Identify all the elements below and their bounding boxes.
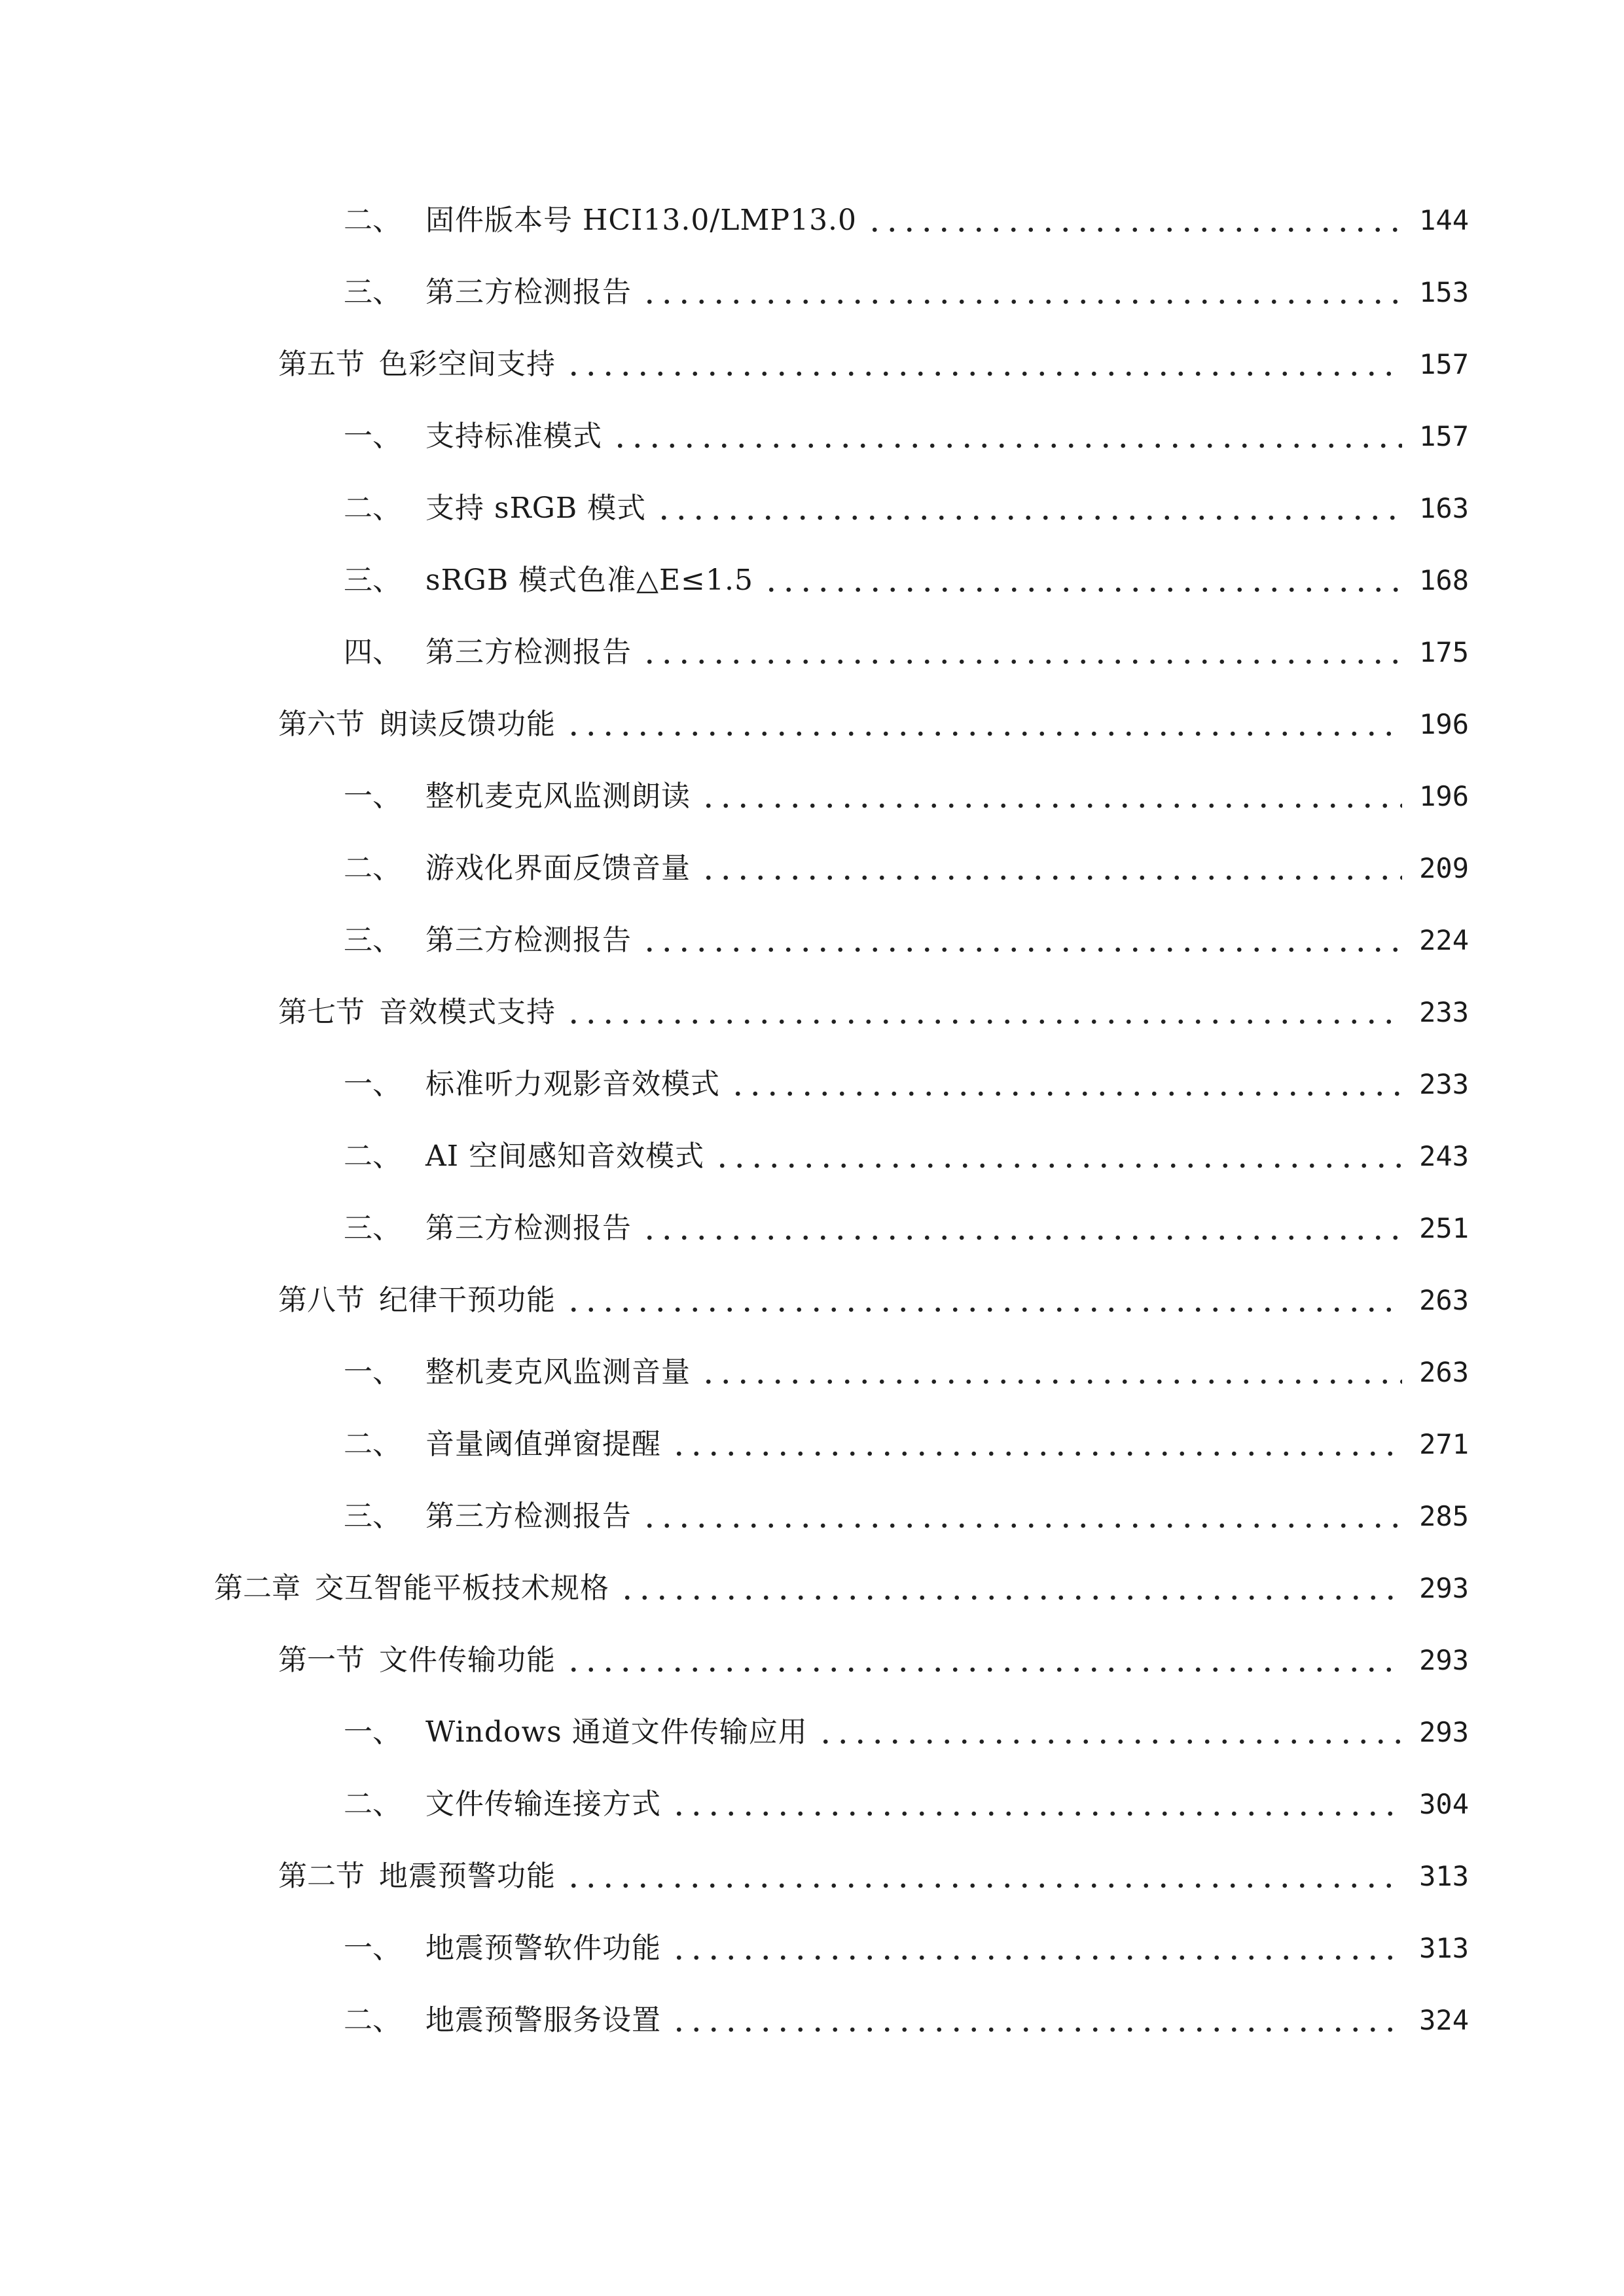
toc-entry-page: 285	[1419, 1500, 1469, 1532]
toc-entry-number: 第六节	[278, 708, 365, 741]
dot-leader	[700, 802, 1402, 810]
toc-entry-title: 支持标准模式	[425, 420, 602, 453]
toc-entry-number: 二、	[344, 492, 401, 525]
toc-entry-title: 第三方检测报告	[425, 276, 632, 309]
toc-entry[interactable]	[0, 1984, 1624, 2056]
toc-entry-number: 二、	[344, 1139, 401, 1173]
toc-entry-title: 第三方检测报告	[425, 1211, 632, 1245]
toc-entry[interactable]	[0, 905, 1624, 977]
toc-entry-title: 整机麦克风监测朗读	[425, 780, 691, 813]
toc-entry-title: Windows 通道文件传输应用	[425, 1715, 808, 1749]
toc-entry-page: 163	[1419, 492, 1469, 524]
toc-entry-title: 整机麦克风监测音量	[425, 1355, 691, 1389]
toc-entry[interactable]	[0, 473, 1624, 545]
dot-leader	[670, 2026, 1402, 2034]
dot-leader	[641, 1234, 1402, 1242]
toc-entry[interactable]	[0, 1408, 1624, 1480]
toc-entry[interactable]	[0, 761, 1624, 833]
toc-entry-number: 三、	[344, 564, 401, 597]
dot-leader	[700, 874, 1402, 882]
toc-entry-page: 144	[1419, 204, 1469, 236]
toc-entry-page: 233	[1419, 1068, 1469, 1100]
toc-entry[interactable]	[0, 401, 1624, 473]
toc-entry-number: 一、	[344, 780, 401, 813]
toc-entry-title: 交互智能平板技术规格	[315, 1571, 609, 1605]
toc-entry[interactable]	[0, 617, 1624, 689]
dot-leader	[565, 1018, 1402, 1026]
toc-entry-page: 175	[1419, 636, 1469, 668]
toc-entry-title: 地震预警功能	[379, 1859, 556, 1893]
toc-entry-number: 二、	[344, 2003, 401, 2037]
dot-leader	[641, 946, 1402, 954]
toc-entry[interactable]	[0, 1049, 1624, 1121]
toc-entry[interactable]	[0, 1480, 1624, 1552]
toc-entry-page: 293	[1419, 1644, 1469, 1676]
toc-entry[interactable]	[0, 1552, 1624, 1624]
toc-entry-page: 324	[1419, 2004, 1469, 2036]
dot-leader	[670, 1954, 1402, 1962]
toc-entry-number: 第一节	[278, 1643, 365, 1677]
toc-entry-number: 第二章	[214, 1571, 300, 1605]
dot-leader	[817, 1738, 1402, 1746]
toc-entry-page: 196	[1419, 780, 1469, 812]
dot-leader	[565, 1882, 1402, 1890]
toc-entry-title: 色彩空间支持	[379, 348, 556, 381]
toc-entry[interactable]	[0, 1912, 1624, 1984]
toc-entry-title: 第三方检测报告	[425, 1499, 632, 1533]
toc-entry-page: 153	[1419, 276, 1469, 308]
toc-entry[interactable]	[0, 1121, 1624, 1193]
toc-entry-page: 196	[1419, 708, 1469, 740]
toc-entry-number: 一、	[344, 1931, 401, 1965]
toc-entry[interactable]	[0, 1840, 1624, 1912]
toc-entry[interactable]	[0, 185, 1624, 257]
dot-leader	[713, 1162, 1402, 1170]
toc-entry-number: 二、	[344, 852, 401, 885]
toc-entry-number: 二、	[344, 1427, 401, 1461]
toc-entry-number: 第五节	[278, 348, 365, 381]
toc-entry-number: 二、	[344, 1787, 401, 1821]
dot-leader	[866, 226, 1402, 234]
toc-entry[interactable]	[0, 1265, 1624, 1336]
toc-entry-page: 293	[1419, 1572, 1469, 1604]
toc-entry-page: 157	[1419, 348, 1469, 380]
toc-entry-title: 文件传输连接方式	[425, 1787, 661, 1821]
toc-entry-page: 251	[1419, 1212, 1469, 1244]
toc-entry-number: 第二节	[278, 1859, 365, 1893]
toc-entry-title: 朗读反馈功能	[379, 708, 556, 741]
toc-entry-number: 三、	[344, 1499, 401, 1533]
dot-leader	[729, 1090, 1402, 1098]
dot-leader	[619, 1594, 1402, 1602]
toc-entry-page: 233	[1419, 996, 1469, 1028]
dot-leader	[565, 370, 1402, 378]
dot-leader	[565, 1666, 1402, 1674]
toc-entry-number: 一、	[344, 420, 401, 453]
toc-entry-title: 标准听力观影音效模式	[425, 1067, 720, 1101]
toc-entry-title: 第三方检测报告	[425, 636, 632, 669]
toc-entry-page: 209	[1419, 852, 1469, 884]
dot-leader	[641, 658, 1402, 666]
toc-entry-page: 313	[1419, 1860, 1469, 1892]
toc-entry-page: 224	[1419, 924, 1469, 956]
dot-leader	[565, 1306, 1402, 1314]
toc-entry-title: 固件版本号 HCI13.0/LMP13.0	[425, 204, 857, 237]
toc-entry-title: AI 空间感知音效模式	[425, 1139, 705, 1173]
toc-entry-page: 168	[1419, 564, 1469, 596]
table-of-contents	[0, 185, 1624, 2056]
toc-entry-page: 304	[1419, 1788, 1469, 1820]
dot-leader	[670, 1450, 1402, 1458]
toc-entry-page: 271	[1419, 1428, 1469, 1460]
toc-entry-page: 263	[1419, 1356, 1469, 1388]
toc-entry[interactable]	[0, 689, 1624, 761]
toc-entry-title: 音量阈值弹窗提醒	[425, 1427, 661, 1461]
toc-entry[interactable]	[0, 1624, 1624, 1696]
toc-entry-number: 二、	[344, 204, 401, 237]
toc-entry-number: 一、	[344, 1715, 401, 1749]
dot-leader	[641, 1522, 1402, 1530]
toc-entry-title: 音效模式支持	[379, 996, 556, 1029]
toc-entry[interactable]	[0, 1336, 1624, 1408]
dot-leader	[763, 586, 1402, 594]
toc-entry-number: 一、	[344, 1067, 401, 1101]
toc-entry-number: 三、	[344, 1211, 401, 1245]
toc-entry[interactable]	[0, 1193, 1624, 1265]
dot-leader	[700, 1378, 1402, 1386]
toc-entry-title: 支持 sRGB 模式	[425, 492, 647, 525]
dot-leader	[655, 514, 1402, 522]
toc-entry[interactable]	[0, 545, 1624, 617]
toc-entry[interactable]	[0, 1696, 1624, 1768]
toc-entry[interactable]	[0, 257, 1624, 329]
toc-entry[interactable]	[0, 833, 1624, 905]
toc-entry[interactable]	[0, 977, 1624, 1049]
toc-entry-number: 第八节	[278, 1283, 365, 1317]
toc-entry-title: 纪律干预功能	[379, 1283, 556, 1317]
toc-entry-page: 313	[1419, 1932, 1469, 1964]
toc-entry-title: 文件传输功能	[379, 1643, 556, 1677]
toc-entry-number: 三、	[344, 276, 401, 309]
toc-entry-page: 243	[1419, 1140, 1469, 1172]
toc-entry-page: 263	[1419, 1284, 1469, 1316]
toc-entry-title: sRGB 模式色准△E≤1.5	[425, 564, 753, 597]
toc-entry-page: 157	[1419, 420, 1469, 452]
dot-leader	[565, 730, 1402, 738]
dot-leader	[641, 298, 1402, 306]
toc-entry-title: 游戏化界面反馈音量	[425, 852, 691, 885]
toc-entry-title: 地震预警软件功能	[425, 1931, 661, 1965]
toc-entry[interactable]	[0, 329, 1624, 401]
toc-entry-number: 第七节	[278, 996, 365, 1029]
toc-entry-number: 四、	[344, 636, 401, 669]
toc-entry-number: 一、	[344, 1355, 401, 1389]
toc-entry-title: 第三方检测报告	[425, 924, 632, 957]
toc-entry-title: 地震预警服务设置	[425, 2003, 661, 2037]
dot-leader	[611, 442, 1402, 450]
toc-entry[interactable]	[0, 1768, 1624, 1840]
toc-entry-page: 293	[1419, 1716, 1469, 1748]
toc-entry-number: 三、	[344, 924, 401, 957]
dot-leader	[670, 1810, 1402, 1818]
